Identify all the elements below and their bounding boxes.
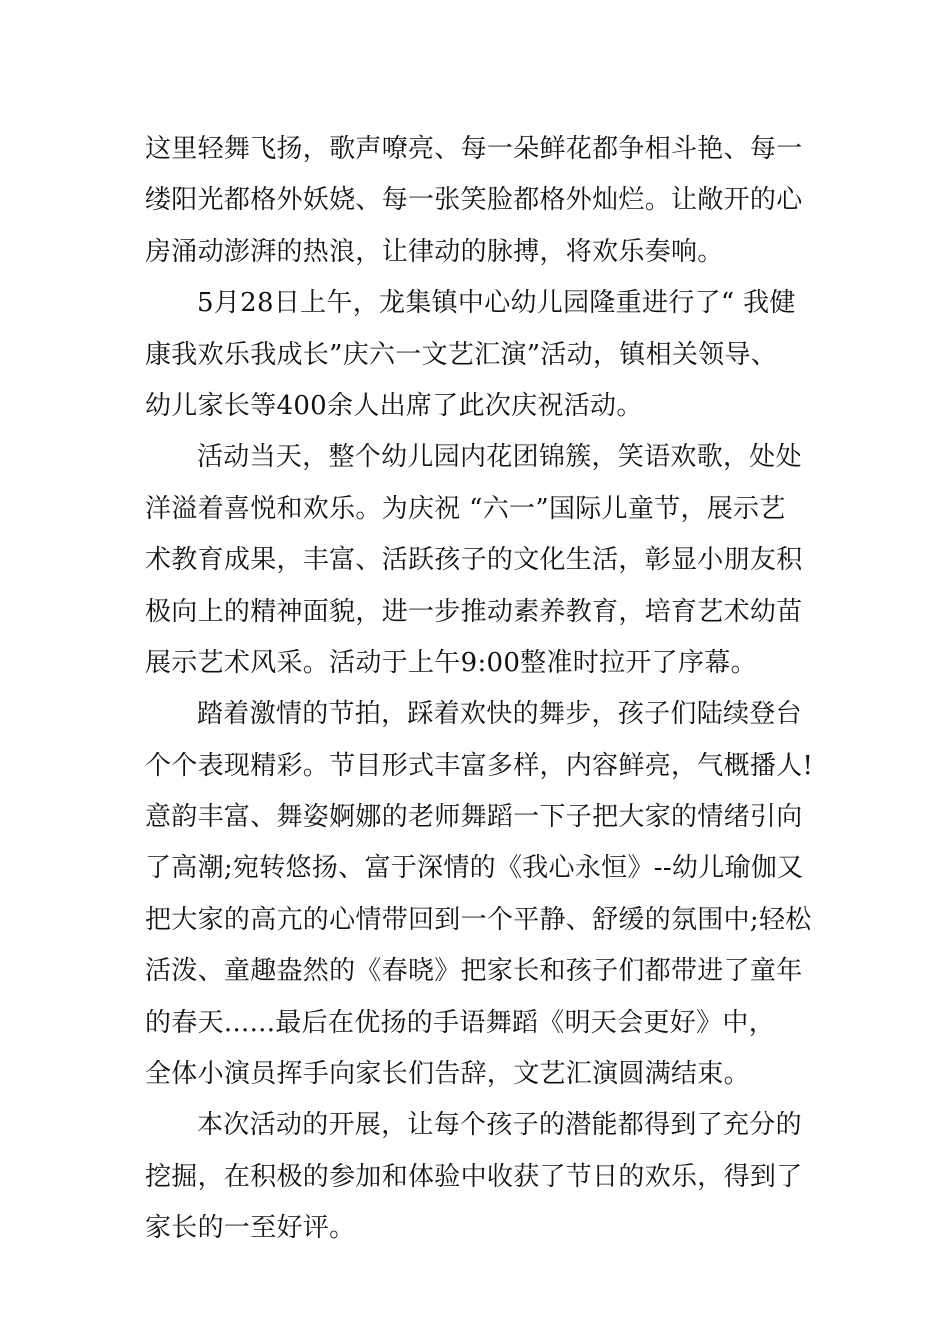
paragraph-line: 极向上的精神面貌，进一步推动素养教育，培育艺术幼苗: [145, 596, 803, 627]
paragraph-line: 全体小演员挥手向家长们告辞，文艺汇演圆满结束。: [145, 1059, 750, 1090]
paragraph-line: 缕阳光都格外妖娆、每一张笑脸都格外灿烂。让敞开的心: [145, 185, 803, 216]
paragraph-line: 展示艺术风采。活动于上午9:00整准时拉开了序幕。: [145, 647, 757, 678]
paragraph-line: 了高潮;宛转悠扬、富于深情的《我心永恒》--幼儿瑜伽又: [145, 853, 804, 884]
paragraph-first-line: 5月28日上午，龙集镇中心幼儿园隆重进行了“ 我健: [197, 288, 796, 319]
paragraph-line: 房涌动澎湃的热浪，让律动的脉搏，将欢乐奏响。: [145, 236, 724, 267]
paragraph-first-line: 本次活动的开展，让每个孩子的潜能都得到了充分的: [197, 1110, 802, 1141]
paragraph-first-line: 活动当天，整个幼儿园内花团锦簇，笑语欢歌，处处: [197, 442, 802, 473]
paragraph-line: 活泼、童趣盎然的《春晓》把家长和孩子们都带进了童年: [145, 956, 803, 987]
paragraph-line: 挖掘，在积极的参加和体验中收获了节日的欢乐，得到了: [145, 1161, 803, 1192]
paragraph-line: 意韵丰富、舞姿婀娜的老师舞蹈一下子把大家的情绪引向: [145, 802, 803, 833]
paragraph-line: 把大家的高亢的心情带回到一个平静、舒缓的氛围中;轻松: [145, 904, 812, 935]
document-body: [145, 124, 815, 1255]
paragraph-first-line: 踏着激情的节拍，踩着欢快的舞步，孩子们陆续登台: [197, 699, 802, 730]
paragraph-line: 这里轻舞飞扬，歌声嘹亮、每一朵鲜花都争相斗艳、每一: [145, 134, 803, 164]
paragraph-line: 幼儿家长等400余人出席了此次庆祝活动。: [145, 390, 643, 421]
paragraph-line: 的春天......最后在优扬的手语舞蹈《明天会更好》中，: [145, 1007, 775, 1038]
paragraph-line: 家长的一至好评。: [145, 1213, 356, 1244]
paragraph-line: 个个表现精彩。节目形式丰富多样，内容鲜亮，气概播人!: [145, 750, 814, 781]
paragraph-line: 洋溢着喜悦和欢乐。为庆祝 “六一”国际儿童节，展示艺: [145, 493, 786, 524]
paragraph-line: 康我欢乐我成长”庆六一文艺汇演”活动，镇相关领导、: [145, 339, 778, 370]
paragraph-line: 术教育成果，丰富、活跃孩子的文化生活，彰显小朋友积: [145, 545, 803, 576]
